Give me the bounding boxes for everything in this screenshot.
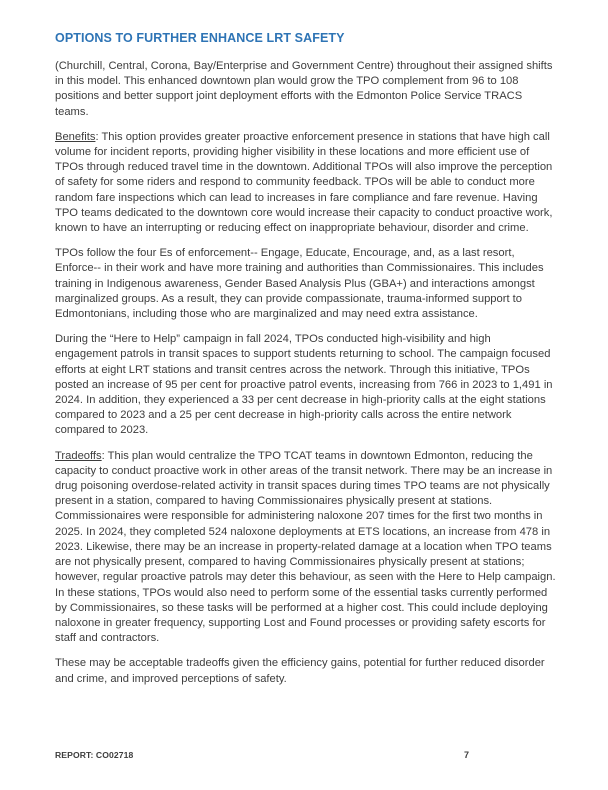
benefits-text: : This option provides greater proactive enforcement presence in stations that have high call volume for incident reports, providing higher visibility in these locations and more efficient use of TPOs through reduced travel time in the downtown. Additional TPOs will also improve the perception of safety for some riders and respond to community feedback. TPOs will be able to conduct more random fare inspections which can lead to increases in fare compliance and fare revenue. Having TPO teams dedicated to the downtown core would increase their capacity to conduct proactive work, known to have an interrupting or reducing effect on inappropriate behaviour, disorder and crime. (55, 130, 553, 235)
section-heading: OPTIONS TO FURTHER ENHANCE LRT SAFETY (55, 31, 345, 45)
paragraph-intro: (Churchill, Central, Corona, Bay/Enterprise and Government Centre) throughout their assigned shifts in this model. This enhanced downtown plan would grow the TPO complement from 96 to 108 positions and better support joint deployment efforts with the Edmonton Police Service TRACS teams. (55, 60, 553, 118)
paragraph-benefits (55, 130, 556, 236)
paragraph-closing: These may be acceptable tradeoffs given the efficiency gains, potential for further reduced disorder and crime, and improved perceptions of safety. (55, 657, 545, 685)
benefits-label: Benefits (55, 130, 96, 143)
tradeoffs-text: : This plan would centralize the TPO TCAT teams in downtown Edmonton, reducing the capacity to conduct proactive work in other areas of the transit network. There may be an increase in drug poisoning overdose-related activity in transit spaces during times TPO teams are not physically present in a station, compared to having Commissionaires physically present at stations. Commissionaires were responsible for administering naloxone 207 times for the first two months in 2025. In 2024, they completed 524 naloxone deployments at ETS locations, an increase from 478 in 2023. Likewise, there may be an increase in property-related damage at a location when TPO teams are not physically present, compared to having Commissionaires physically present at stations; however, regular proactive patrols may deter this behaviour, as seen with the Here to Help campaign. In these stations, TPOs would also need to perform some of the essential tasks currently performed by Commissionaires, so these tasks will be performed at a higher cost. This could include deploying naloxone in greater frequency, supporting Lost and Found processes or providing safety escorts for staff and contractors. (55, 449, 556, 645)
report-page (55, 31, 556, 697)
page-footer (0, 750, 608, 764)
paragraph-campaign: During the “Here to Help” campaign in fall 2024, TPOs conducted high-visibility and high engagement patrols in transit spaces to support students returning to school. The campaign focused efforts at eight LRT stations and transit centres across the network. Through this initiative, TPOs posted an increase of 95 per cent for proactive patrol events, increasing from 766 in 2023 to 1,491 in 2024. In addition, they experienced a 33 per cent decrease in high-priority calls at the eight stations compared to 2023 and a 25 per cent decrease in high-priority calls across the entire network compared to 2023. (55, 333, 553, 437)
tradeoffs-label: Tradeoffs (55, 449, 102, 462)
paragraph-four-es: TPOs follow the four Es of enforcement-- Engage, Educate, Encourage, and, as a last resort, Enforce-- in their work and have more training and authorities than Commissionaires. This includes training in Indigenous awareness, Gender Based Analysis Plus (GBA+) and interactions amongst marginalized groups. As a result, they can provide compassionate, trauma-informed support to Edmontonians, including those who are marginalized and may need extra assistance. (55, 247, 544, 321)
footer-report-number: REPORT: CO02718 (55, 750, 134, 760)
footer-page-number: 7 (464, 750, 470, 760)
paragraph-tradeoffs (55, 449, 556, 647)
